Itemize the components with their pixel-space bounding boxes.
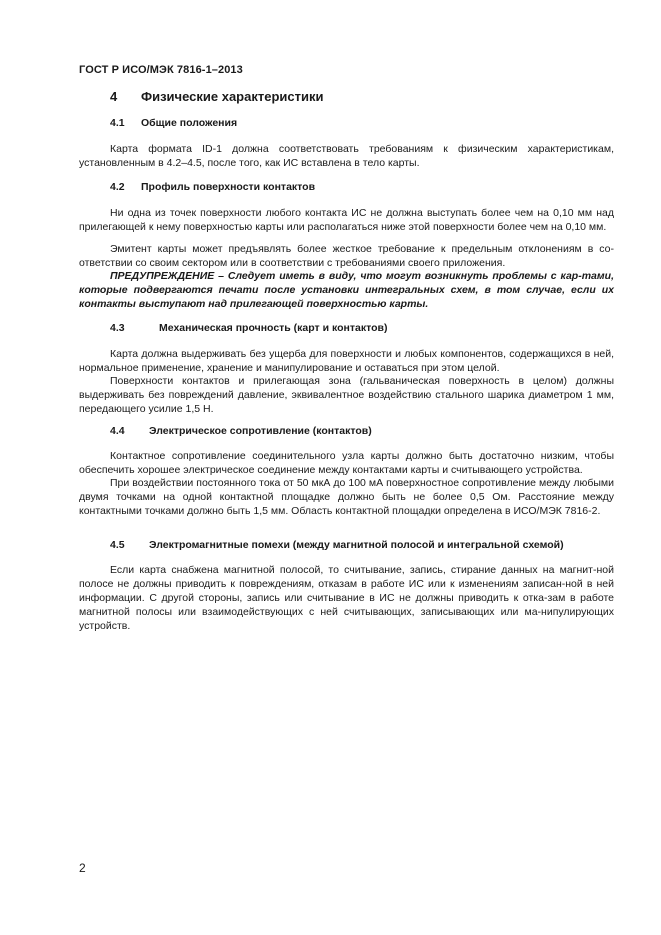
- section-4-number: 4: [110, 89, 118, 104]
- section-4-2-paragraph-2: Эмитент карты может предъявлять более жесткое требование к предельным отклонениям в со-ответствии со своим сектором или в соответствии с требованиями своего приложения.: [79, 243, 614, 269]
- section-4-3-title: Механическая прочность (карт и контактов): [159, 322, 388, 334]
- section-4-4-paragraph-1: Контактное сопротивление соединительного узла карты должно быть достаточно низким, чтобы обеспечить хорошее электрическое соединение между контактами карты и считывающего устройства.: [79, 450, 614, 476]
- section-4-1-title: Общие положения: [141, 117, 238, 129]
- section-4-5-paragraph-1: Если карта снабжена магнитной полосой, то считывание, запись, стирание данных на магнит-ной полосе не должны приводить к повреждениям, отказам в работе ИС или к изменениям записан-ной в ней информации. С другой стороны, запись или считывание в ИС не должны приводить к отка-зам в работе магнитной полосы или взаимодействующих с ней считывающих, записывающих или ма-нипулирующих устройств.: [79, 564, 614, 632]
- section-4-title: Физические характеристики: [141, 89, 324, 104]
- section-4-5-heading: [110, 539, 564, 551]
- section-4-3-paragraph-1: Карта должна выдерживать без ущерба для поверхности и любых компонентов, содержащихся в ней, нормальное применение, хранение и манипулирование и оставаться при этом целой.: [79, 348, 614, 374]
- section-4-3-paragraph-2: Поверхности контактов и прилегающая зона (гальваническая поверхность в целом) должны выдерживать без повреждений давление, эквивалентное воздействию стального шарика диаметром 1 мм, передающего усилие 1,5 Н.: [79, 375, 614, 415]
- section-4-2-heading: [110, 181, 315, 193]
- section-4-2-title: Профиль поверхности контактов: [141, 181, 316, 193]
- section-4-2-number: 4.2: [110, 181, 125, 193]
- section-4-4-heading: [110, 425, 372, 437]
- section-4-1-number: 4.1: [110, 117, 125, 129]
- section-4-heading: [110, 89, 323, 104]
- section-4-4-title: Электрическое сопротивление (контактов): [149, 425, 372, 437]
- section-4-3-number: 4.3: [110, 322, 125, 334]
- section-4-5-title: Электромагнитные помехи (между магнитной полосой и интегральной схемой): [149, 539, 564, 551]
- page-number: 2: [79, 861, 86, 875]
- section-4-4-number: 4.4: [110, 425, 125, 437]
- section-4-2-warning: ПРЕДУПРЕЖДЕНИЕ – Следует иметь в виду, что могут возникнуть проблемы с кар-тами, которые подвергаются печати после установки интегральных схем, в том случае, если их контакты выступают над прилегающей поверхностью карты.: [79, 270, 614, 310]
- section-4-3-heading: [110, 322, 387, 334]
- section-4-5-number: 4.5: [110, 539, 125, 551]
- section-4-1-paragraph-1: Карта формата ID-1 должна соответствовать требованиям к физическим характеристикам, установленным в 4.2–4.5, после того, как ИС вставлена в тело карты.: [79, 143, 614, 169]
- section-4-2-paragraph-1: Ни одна из точек поверхности любого контакта ИС не должна выступать более чем на 0,10 мм над прилегающей к нему поверхностью карты или располагаться ниже этой поверхности более чем на 0,10 мм.: [79, 207, 614, 233]
- section-4-4-paragraph-2: При воздействии постоянного тока от 50 мкА до 100 мА поверхностное сопротивление между любыми двумя точками на одной контактной площадке должно быть не более 0,5 Ом. Расстояние между контактными точками должно быть 1,5 мм. Область контактной площадки определена в ИСО/МЭК 7816-2.: [79, 477, 614, 517]
- section-4-1-heading: [110, 117, 237, 129]
- standard-header: ГОСТ Р ИСО/МЭК 7816-1–2013: [79, 64, 243, 76]
